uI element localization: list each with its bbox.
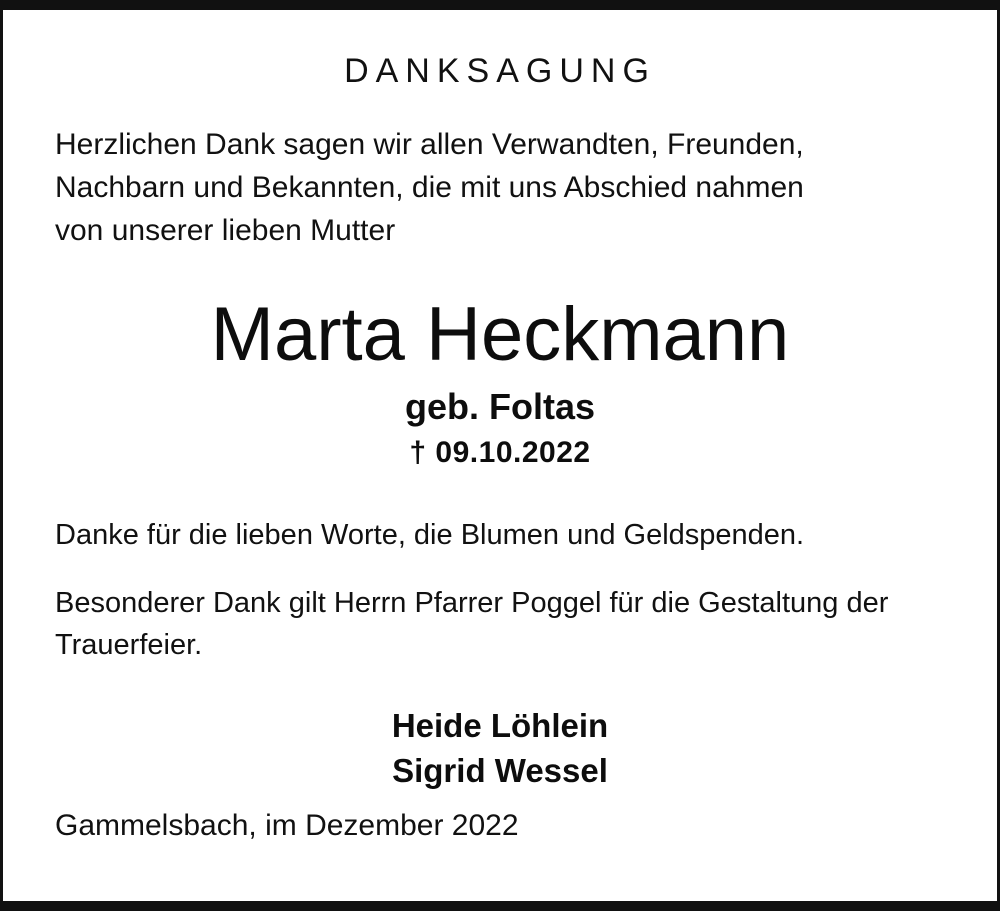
intro-line-3: von unserer lieben Mutter: [55, 214, 396, 248]
signer-1: Heide Löhlein: [391, 706, 609, 744]
thanks-text: [55, 514, 945, 666]
notice-heading: DANKSAGUNG: [344, 52, 656, 90]
signer-2: Sigrid Wessel: [392, 752, 608, 790]
deceased-name: Marta Heckmann: [210, 291, 790, 377]
place-and-date: Gammelsbach, im Dezember 2022: [55, 809, 519, 842]
signers-block: [55, 703, 945, 794]
date-of-death: † 09.10.2022: [409, 436, 591, 470]
deceased-maiden-name: geb. Foltas: [404, 386, 596, 428]
thanks-paragraph-2: Besonderer Dank gilt Herrn Pfarrer Poggel für die Gestaltung der Trauerfeier.: [55, 587, 889, 662]
intro-text: [55, 123, 945, 253]
thanks-paragraph-1: Danke für die lieben Worte, die Blumen und Geldspenden.: [55, 519, 805, 552]
intro-line-1: Herzlichen Dank sagen wir allen Verwandten, Freunden,: [55, 128, 804, 161]
intro-line-2: Nachbarn und Bekannten, die mit uns Abschied nahmen: [55, 171, 804, 205]
